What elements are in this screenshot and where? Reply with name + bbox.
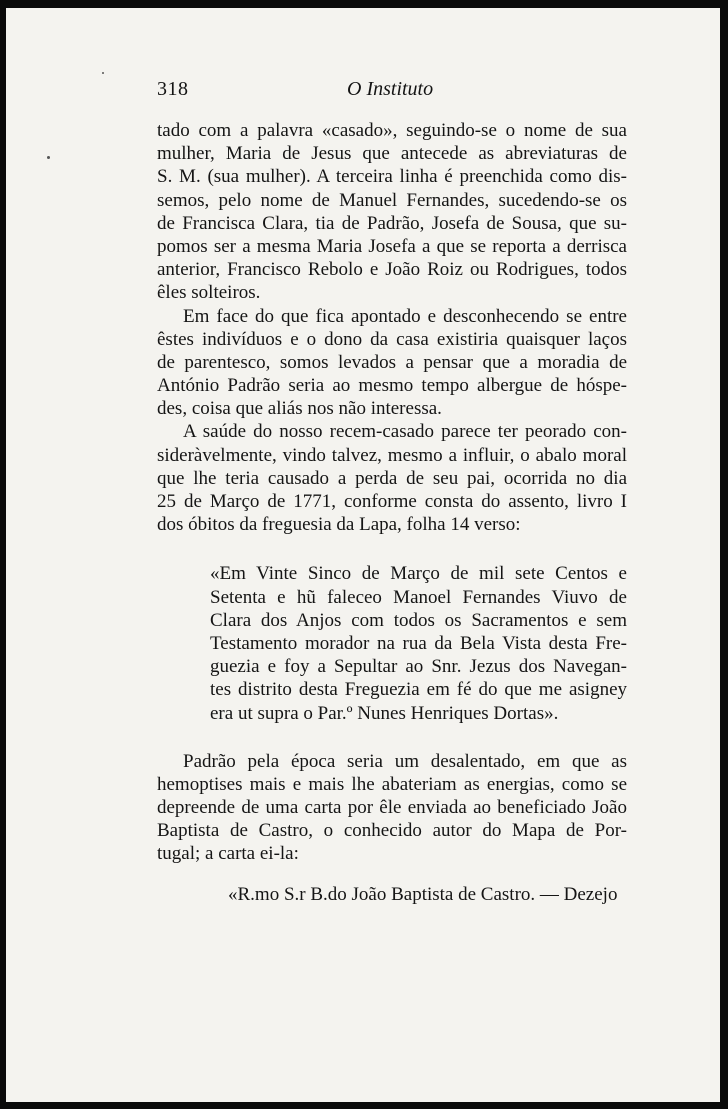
text-line: sideràvelmente, vindo talvez, mesmo a influir, o abalo moral: [157, 444, 627, 466]
speck-mark: [47, 156, 50, 159]
text-line: êles solteiros.: [157, 282, 261, 304]
text-line: S. M. (sua mulher). A terceira linha é preenchida como dis-: [157, 166, 627, 188]
text-line: dos óbitos da freguesia da Lapa, folha 14 verso:: [157, 514, 521, 536]
text-line: que lhe teria causado a perda de seu pai, ocorrida no dia: [157, 467, 627, 489]
quote-line: Testamento morador na rua da Bela Vista desta Fre-: [210, 632, 627, 654]
quote-line: «Em Vinte Sinco de Março de mil sete Centos e: [210, 563, 627, 585]
quote-line: Clara dos Anjos com todos os Sacramentos e sem: [210, 609, 627, 631]
text-line: 25 de Março de 1771, conforme consta do assento, livro I: [157, 491, 627, 512]
body-text: [157, 119, 627, 906]
quote-line: Setenta e hũ faleceo Manoel Fernandes Viuvo de: [210, 586, 627, 608]
text-line: tado com a palavra «casado», seguindo-se o nome de sua: [157, 120, 627, 141]
text-line: A saúde do nosso recem-casado parece ter peorado con-: [183, 421, 627, 443]
block-quote: [157, 562, 627, 724]
text-line: hemoptises mais e mais lhe abateriam as energias, como se: [157, 773, 627, 795]
text-line: mulher, Maria de Jesus que antecede as abreviaturas de: [157, 143, 627, 165]
text-line: de parentesco, somos levados a pensar que a moradia de: [157, 351, 627, 373]
paragraph-4: [157, 750, 627, 866]
text-line: de Francisca Clara, tia de Padrão, Josefa de Sousa, que su-: [157, 212, 627, 234]
salutation-line: «R.mo S.r B.do João Baptista de Castro. — Dezejo: [228, 883, 618, 905]
running-title: O Instituto: [347, 78, 434, 100]
scanned-page: [6, 8, 720, 1102]
quote-line: guezia e foy a Sepultar ao Snr. Jezus dos Navegan-: [210, 656, 627, 678]
text-line: anterior, Francisco Rebolo e João Roiz ou Rodrigues, todos: [157, 259, 627, 281]
text-line: êstes indivíduos e o dono da casa existiria quaisquer laços: [157, 328, 627, 350]
page-number: 318: [157, 78, 189, 100]
text-line: Baptista de Castro, o conhecido autor do Mapa de Por-: [157, 820, 627, 842]
paragraph-3: [157, 420, 627, 536]
paragraph-2: [157, 305, 627, 421]
quote-line: era ut supra o Par.º Nunes Henriques Dortas».: [210, 702, 559, 724]
text-line: António Padrão seria ao mesmo tempo albergue de hóspe-: [157, 375, 627, 397]
text-line: pomos ser a mesma Maria Josefa a que se reporta a derrisca: [157, 235, 627, 257]
letter-salutation: [157, 883, 627, 906]
speck-mark: [102, 72, 104, 74]
page-header: [157, 78, 627, 112]
text-line: des, coisa que aliás nos não interessa.: [157, 398, 442, 420]
text-line: Em face do que fica apontado e desconhecendo se entre: [183, 305, 627, 327]
text-line: Padrão pela época seria um desalentado, em que as: [183, 750, 627, 772]
quote-line: tes distrito desta Freguezia em fé do que me asigney: [210, 679, 627, 701]
text-line: semos, pelo nome de Manuel Fernandes, sucedendo-se os: [157, 189, 627, 211]
paragraph-1: [157, 119, 627, 305]
text-line: tugal; a carta ei-la:: [157, 843, 299, 865]
text-line: depreende de uma carta por êle enviada ao beneficiado João: [157, 797, 627, 819]
